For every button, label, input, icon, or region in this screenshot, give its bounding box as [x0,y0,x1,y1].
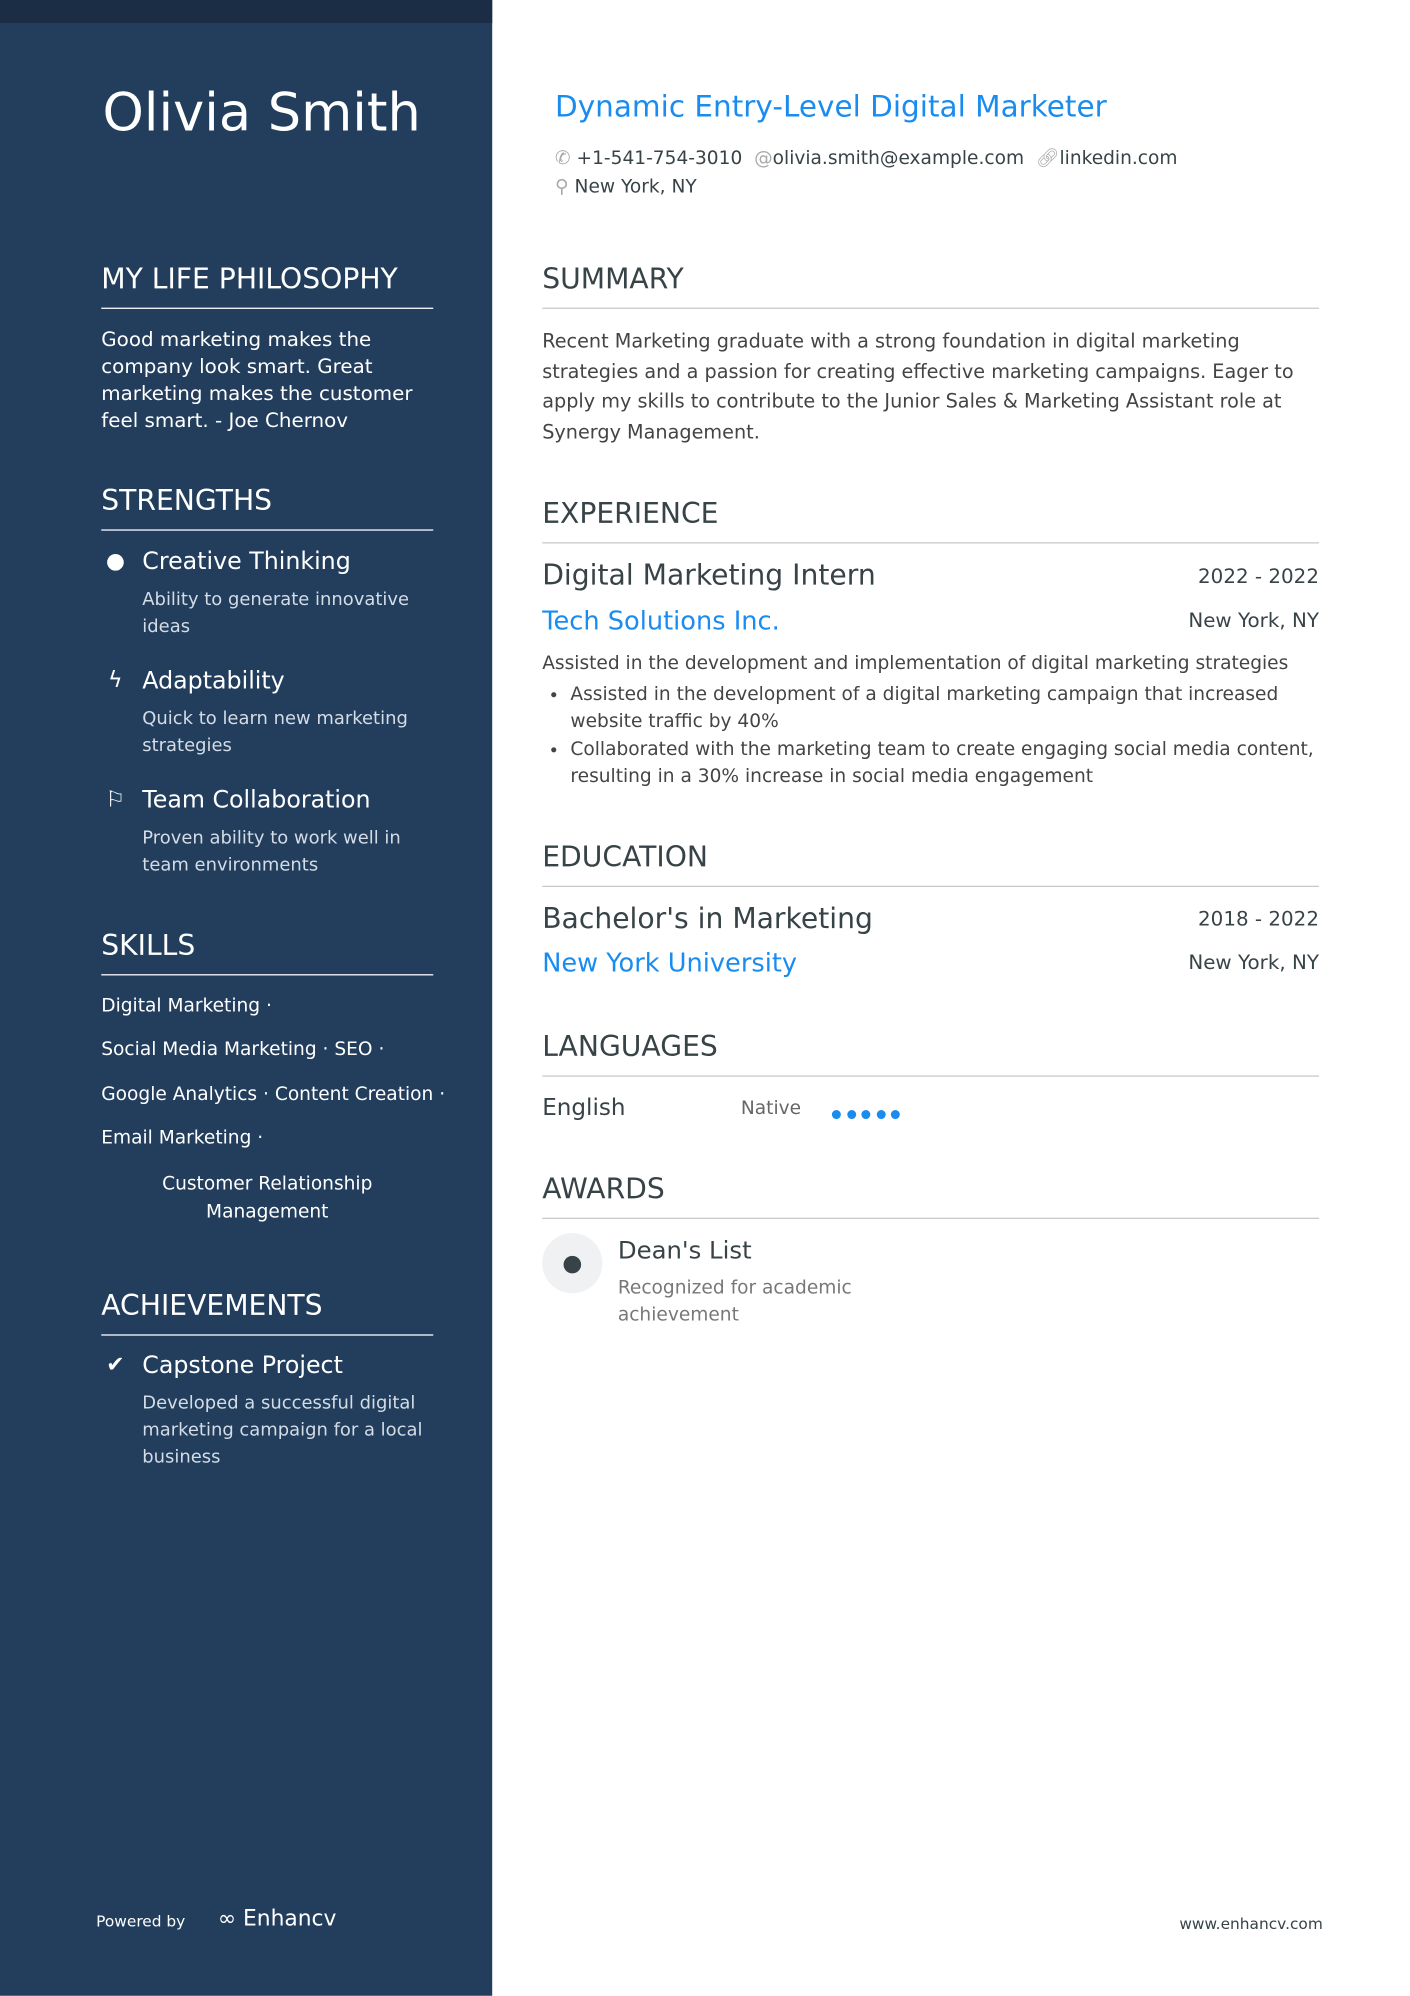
phone: +1-541-754-3010 [576,148,743,170]
job-dates: 2022 - 2022 [1198,565,1319,589]
language-proficiency-dots [832,1100,906,1124]
proficiency-dot [891,1110,900,1119]
email[interactable]: olivia.smith@example.com [772,148,1025,170]
check-icon: ✔ [106,1352,125,1378]
link-icon: 🔗︎ [1035,148,1060,170]
proficiency-dot [832,1110,841,1119]
strengths-heading: STRENGTHS [101,486,433,531]
brand-name: Enhancv [243,1906,337,1932]
job-bullets [570,682,1313,791]
location-row [555,177,697,198]
lightning-icon: ϟ [108,667,123,694]
award-desc: Recognized for academic achievement [617,1277,852,1326]
skill-item: Google Analytics · Content Creation · [101,1084,446,1105]
achievements-heading: ACHIEVEMENTS [101,1291,433,1336]
skills-heading: SKILLS [101,931,433,976]
philosophy-heading: MY LIFE PHILOSOPHY [101,264,433,309]
strength-desc: Ability to generate innovative ideas [142,589,410,638]
flag-icon: ⚐ [105,787,126,813]
proficiency-dot [876,1110,885,1119]
degree: Bachelor's in Marketing [542,903,873,936]
education-heading: EDUCATION [542,842,1319,887]
achievement-desc: Developed a successful digital marketing campaign for a local business [142,1393,423,1468]
headline: Dynamic Entry-Level Digital Marketer [555,91,1107,125]
skill-item: Customer Relationship Management [162,1174,373,1223]
strength-title: Team Collaboration [142,787,371,814]
language-name: English [542,1094,626,1122]
awards-heading: AWARDS [542,1174,1319,1219]
philosophy-text: Good marketing makes the company look smart. Great marketing makes the customer feel smart. - Joe Chernov [101,328,413,432]
education-dates: 2018 - 2022 [1198,907,1319,931]
job-description: Assisted in the development and implementation of digital marketing strategies [542,653,1289,675]
brain-head-icon: ● [542,1233,602,1293]
skill-item: Digital Marketing · [101,995,272,1017]
job-bullet: • Assisted in the development of a digital marketing campaign that increased website traffic by 40% [570,682,1313,736]
contact-row [555,147,1177,169]
award-title: Dean's List [617,1236,752,1266]
location: New York, NY [574,176,697,198]
strength-desc: Quick to learn new marketing strategies [142,708,408,757]
enhancv-logo-icon: ∞ [217,1906,237,1932]
sidebar-top-bar [0,0,492,23]
proficiency-dot [861,1110,870,1119]
footer-url[interactable]: www.enhancv.com [1179,1915,1323,1933]
at-icon: @ [754,148,773,170]
job-bullet: • Collaborated with the marketing team to create engaging social media content, resulting in a 30% increase in social media engagement [570,737,1313,791]
school-location: New York, NY [1188,951,1319,975]
strength-title: Creative Thinking [142,548,351,576]
languages-heading: LANGUAGES [542,1032,1319,1077]
strength-title: Adaptability [142,667,285,695]
language-level: Native [740,1098,802,1120]
location-pin-icon: ⚲ [555,176,569,198]
brain-head-icon: ● [105,548,125,575]
company-name: Tech Solutions Inc. [542,605,780,636]
enhancv-logo[interactable] [218,1906,337,1932]
job-location: New York, NY [1188,608,1319,632]
skill-item: Email Marketing · [101,1127,264,1149]
skill-item: Social Media Marketing · SEO · [101,1039,385,1061]
candidate-name: Olivia Smith [102,82,421,144]
achievement-title: Capstone Project [142,1352,343,1380]
school-name: New York University [542,947,798,979]
phone-icon: ✆ [555,148,571,170]
strength-desc: Proven ability to work well in team environments [142,828,401,876]
powered-by-label: Powered by [96,1912,186,1931]
summary-text: Recent Marketing graduate with a strong foundation in digital marketing strategies and a passion for creating effective marketing campaigns. Eager to apply my skills to contribute to the Junior Sales & Marketing Assistant role at Synergy Management. [542,329,1294,443]
linkedin-link[interactable]: linkedin.com [1059,148,1178,170]
summary-heading: SUMMARY [542,264,1319,309]
proficiency-dot [847,1110,856,1119]
experience-heading: EXPERIENCE [542,499,1319,544]
job-title: Digital Marketing Intern [542,560,876,593]
